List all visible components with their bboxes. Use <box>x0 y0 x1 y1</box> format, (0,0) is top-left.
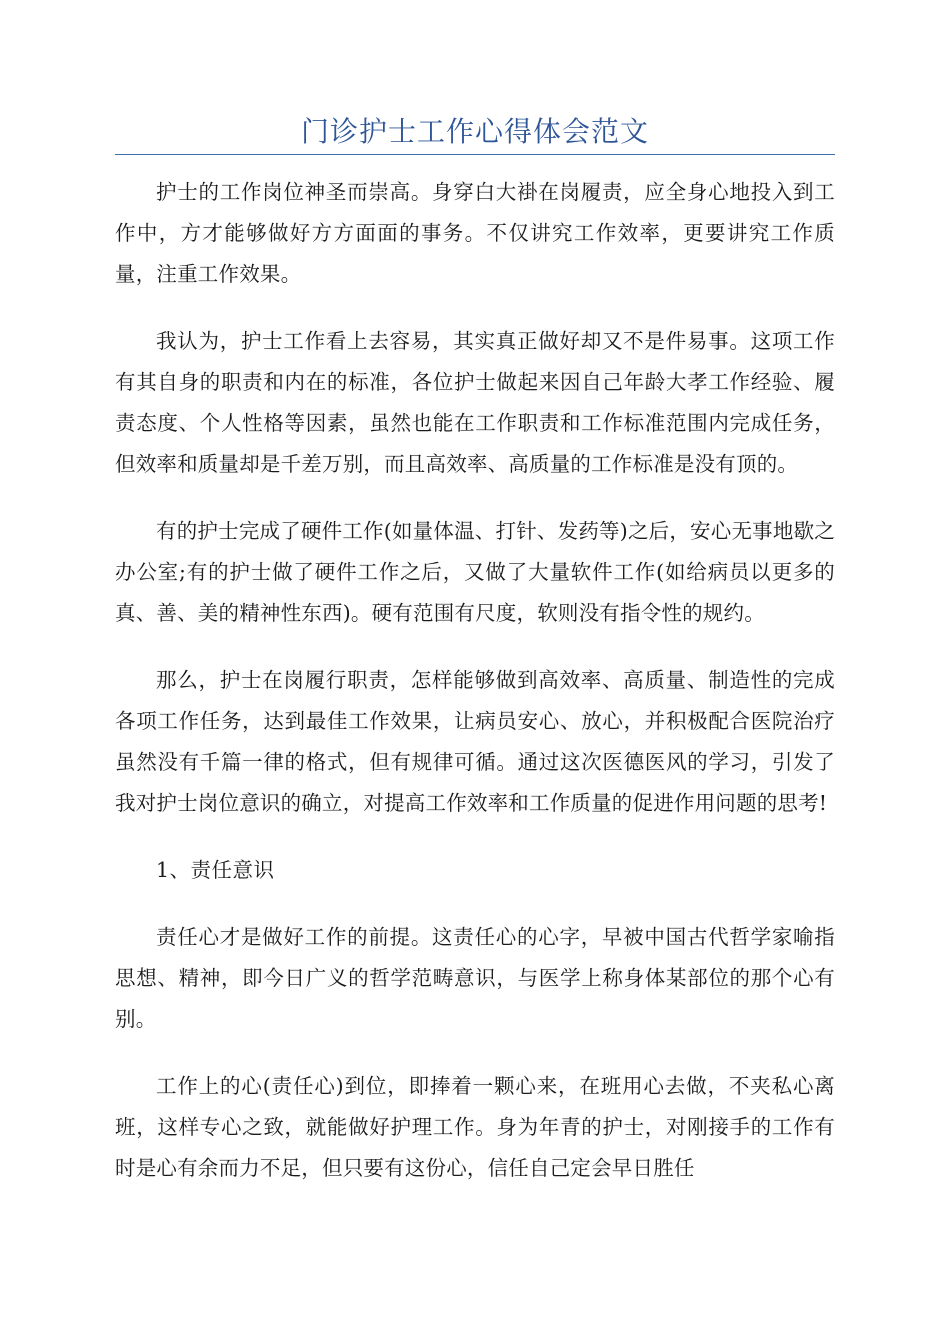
title-underline <box>115 154 835 155</box>
paragraph-3: 有的护士完成了硬件工作(如量体温、打针、发药等)之后，安心无事地歇之办公室;有的护士做了硬件工作之后，又做了大量软件工作(如给病员以更多的真、善、美的精神性东西)。硬有范围有尺度，软则没有指令性的规约。 <box>115 519 835 625</box>
paragraph-2: 我认为，护士工作看上去容易，其实真正做好却又不是件易事。这项工作有其自身的职责和内在的标准，各位护士做起来因自己年龄大孝工作经验、履责态度、个人性格等因素，虽然也能在工作职责和工作标准范围内完成任务，但效率和质量却是千差万别，而且高效率、高质量的工作标准是没有顶的。 <box>115 329 835 476</box>
section-heading-responsibility: 1、责任意识 <box>156 858 275 882</box>
paragraph-5: 责任心才是做好工作的前提。这责任心的心字，早被中国古代哲学家喻指思想、精神，即今日广义的哲学范畴意识，与医学上称身体某部位的那个心有别。 <box>115 925 835 1031</box>
document-body <box>115 172 835 1215</box>
paragraph-1: 护士的工作岗位神圣而崇高。身穿白大褂在岗履责，应全身心地投入到工作中，方才能够做好方方面面的事务。不仅讲究工作效率，更要讲究工作质量，注重工作效果。 <box>115 180 835 286</box>
paragraph-4: 那么，护士在岗履行职责，怎样能够做到高效率、高质量、制造性的完成各项工作任务，达到最佳工作效果，让病员安心、放心，并积极配合医院治疗虽然没有千篇一律的格式，但有规律可循。通过这次医德医风的学习，引发了我对护士岗位意识的确立，对提高工作效率和工作质量的促进作用问题的思考! <box>115 668 835 815</box>
document-title: 门诊护士工作心得体会范文 <box>300 115 649 148</box>
paragraph-6: 工作上的心(责任心)到位，即捧着一颗心来，在班用心去做，不夹私心离班，这样专心之致，就能做好护理工作。身为年青的护士，对刚接手的工作有时是心有余而力不足，但只要有这份心，信任自己定会早日胜任 <box>115 1074 835 1180</box>
